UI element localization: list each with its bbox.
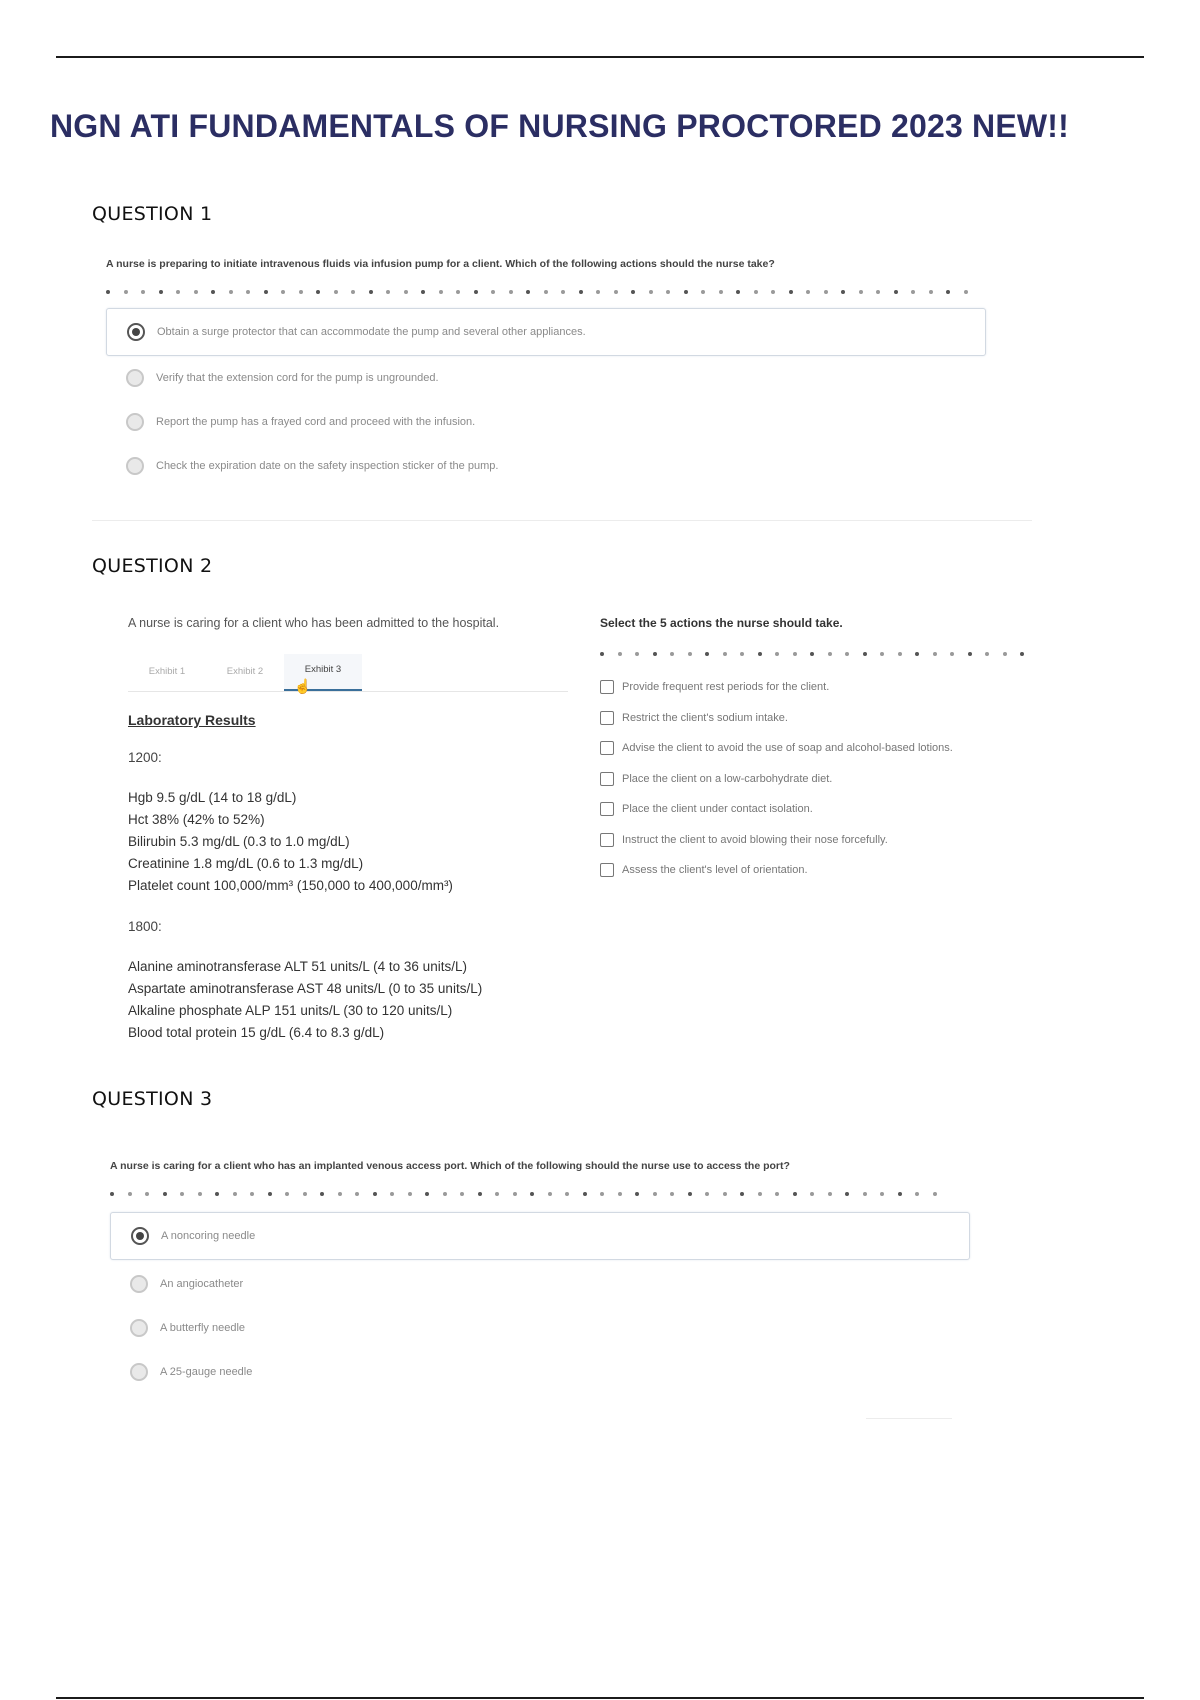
progress-dot xyxy=(740,652,744,656)
option-label: Report the pump has a frayed cord and proceed with the infusion. xyxy=(156,416,476,428)
radio-unselected[interactable] xyxy=(126,457,144,475)
progress-dots xyxy=(110,1190,970,1198)
progress-dot xyxy=(828,652,832,656)
progress-dot xyxy=(495,1192,499,1196)
progress-dot xyxy=(544,290,548,294)
progress-dot xyxy=(719,290,723,294)
choice-3[interactable] xyxy=(600,733,1080,764)
option-label: An angiocatheter xyxy=(160,1278,244,1290)
checkbox[interactable] xyxy=(600,802,614,816)
progress-dot xyxy=(793,652,797,656)
progress-dot xyxy=(736,290,740,294)
progress-dot xyxy=(863,1192,867,1196)
lab-result: Alanine aminotransferase ALT 51 units/L (4 to 36 units/L) xyxy=(128,959,467,974)
tab-exhibit-3[interactable] xyxy=(284,654,362,694)
question-2-heading: QUESTION 2 xyxy=(92,555,213,577)
progress-dot xyxy=(565,1192,569,1196)
progress-dot xyxy=(828,1192,832,1196)
progress-dot xyxy=(579,290,583,294)
choice-label: Place the client under contact isolation. xyxy=(622,803,813,816)
progress-dot xyxy=(176,290,180,294)
radio-unselected[interactable] xyxy=(130,1319,148,1337)
progress-dot xyxy=(474,290,478,294)
pointer-cursor-icon: ☝ xyxy=(294,678,312,694)
progress-dot xyxy=(439,290,443,294)
exhibit-tabs xyxy=(128,650,568,692)
progress-dot xyxy=(723,1192,727,1196)
progress-dot xyxy=(299,290,303,294)
progress-dot xyxy=(740,1192,744,1196)
question-3-heading: QUESTION 3 xyxy=(92,1088,213,1110)
choice-4[interactable] xyxy=(600,764,1080,795)
tab-exhibit-1[interactable]: Exhibit 1 xyxy=(148,666,186,677)
progress-dot xyxy=(810,652,814,656)
progress-dot xyxy=(810,1192,814,1196)
progress-dot xyxy=(369,290,373,294)
progress-dot xyxy=(666,290,670,294)
progress-dot xyxy=(404,290,408,294)
progress-dot xyxy=(561,290,565,294)
progress-dot xyxy=(600,1192,604,1196)
lab-result: Hct 38% (42% to 52%) xyxy=(128,812,265,827)
progress-dot xyxy=(285,1192,289,1196)
progress-dot xyxy=(789,290,793,294)
progress-dot xyxy=(106,290,110,294)
progress-dot xyxy=(653,652,657,656)
checkbox[interactable] xyxy=(600,833,614,847)
option-1[interactable] xyxy=(110,1212,970,1260)
progress-dot xyxy=(614,290,618,294)
progress-dot xyxy=(705,652,709,656)
progress-dot xyxy=(863,652,867,656)
choice-label: Place the client on a low-carbohydrate diet. xyxy=(622,772,833,785)
radio-unselected[interactable] xyxy=(130,1275,148,1293)
progress-dot xyxy=(180,1192,184,1196)
choice-label: Assess the client's level of orientation. xyxy=(622,864,808,877)
progress-dot xyxy=(845,652,849,656)
progress-dot xyxy=(351,290,355,294)
progress-dot xyxy=(250,1192,254,1196)
progress-dot xyxy=(509,290,513,294)
progress-dot xyxy=(635,1192,639,1196)
progress-dot xyxy=(478,1192,482,1196)
progress-dot xyxy=(128,1192,132,1196)
checkbox[interactable] xyxy=(600,680,614,694)
progress-dot xyxy=(338,1192,342,1196)
progress-dot xyxy=(859,290,863,294)
choice-label: Advise the client to avoid the use of soap and alcohol-based lotions. xyxy=(622,742,953,755)
option-2[interactable] xyxy=(110,1264,970,1304)
progress-dot xyxy=(355,1192,359,1196)
question-2-case-panel xyxy=(128,616,588,1044)
lab-result: Bilirubin 5.3 mg/dL (0.3 to 1.0 mg/dL) xyxy=(128,834,350,849)
progress-dot xyxy=(583,1192,587,1196)
progress-dot xyxy=(968,652,972,656)
choice-label: Instruct the client to avoid blowing their nose forcefully. xyxy=(622,833,888,846)
document-title: NGN ATI FUNDAMENTALS OF NURSING PROCTORED 2023 NEW!! xyxy=(50,108,1070,144)
progress-dot xyxy=(281,290,285,294)
progress-dot xyxy=(946,290,950,294)
option-label: Obtain a surge protector that can accommodate the pump and several other appliances. xyxy=(157,326,586,338)
option-label: A butterfly needle xyxy=(160,1322,246,1334)
progress-dot xyxy=(723,652,727,656)
progress-dot xyxy=(316,290,320,294)
progress-dot xyxy=(631,290,635,294)
option-4[interactable] xyxy=(106,446,986,486)
progress-dot xyxy=(334,290,338,294)
choice-5[interactable] xyxy=(600,794,1080,825)
progress-dot xyxy=(596,290,600,294)
lab-result: Hgb 9.5 g/dL (14 to 18 g/dL) xyxy=(128,790,297,805)
progress-dot xyxy=(194,290,198,294)
progress-dot xyxy=(670,1192,674,1196)
progress-dot xyxy=(548,1192,552,1196)
checkbox[interactable] xyxy=(600,711,614,725)
progress-dot xyxy=(701,290,705,294)
progress-dot xyxy=(775,1192,779,1196)
progress-dot xyxy=(425,1192,429,1196)
question-2-answer-panel xyxy=(600,616,1080,886)
progress-dot xyxy=(876,290,880,294)
progress-dot xyxy=(705,1192,709,1196)
progress-dot xyxy=(386,290,390,294)
progress-dot xyxy=(911,290,915,294)
option-label: A 25-gauge needle xyxy=(160,1366,253,1378)
lab-results-list-1 xyxy=(128,787,588,897)
tab-label: Exhibit 3 xyxy=(304,664,342,675)
progress-dot xyxy=(758,652,762,656)
choice-label: Provide frequent rest periods for the client. xyxy=(622,681,830,694)
lab-time-1: 1200: xyxy=(128,750,162,765)
panel-divider xyxy=(866,1418,952,1419)
progress-dot xyxy=(443,1192,447,1196)
checkbox[interactable] xyxy=(600,772,614,786)
lab-time-2: 1800: xyxy=(128,919,162,934)
progress-dot xyxy=(915,652,919,656)
progress-dot xyxy=(141,290,145,294)
question-3-stem: A nurse is caring for a client who has an implanted venous access port. Which of the following should the nurse use to access the port? xyxy=(110,1160,790,1172)
progress-dot xyxy=(880,652,884,656)
select-prompt: Select the 5 actions the nurse should take. xyxy=(600,616,843,630)
option-3[interactable] xyxy=(110,1308,970,1348)
tab-exhibit-2[interactable]: Exhibit 2 xyxy=(226,666,264,677)
progress-dot xyxy=(198,1192,202,1196)
progress-dot xyxy=(754,290,758,294)
progress-dot xyxy=(898,1192,902,1196)
progress-dot xyxy=(775,652,779,656)
progress-dot xyxy=(145,1192,149,1196)
progress-dot xyxy=(421,290,425,294)
choice-2[interactable] xyxy=(600,703,1080,734)
radio-unselected[interactable] xyxy=(126,413,144,431)
choice-label: Restrict the client's sodium intake. xyxy=(622,711,788,724)
option-4[interactable] xyxy=(110,1352,970,1392)
progress-dot xyxy=(491,290,495,294)
progress-dot xyxy=(264,290,268,294)
progress-dot xyxy=(229,290,233,294)
radio-unselected[interactable] xyxy=(126,369,144,387)
progress-dot xyxy=(110,1192,114,1196)
progress-dot xyxy=(513,1192,517,1196)
progress-dot xyxy=(841,290,845,294)
question-2-intro: A nurse is caring for a client who has been admitted to the hospital. xyxy=(128,616,500,630)
progress-dot xyxy=(670,652,674,656)
lab-result: Creatinine 1.8 mg/dL (0.6 to 1.3 mg/dL) xyxy=(128,856,364,871)
question-1-stem: A nurse is preparing to initiate intravenous fluids via infusion pump for a client. Which of the following actions should the nurse take? xyxy=(106,258,775,270)
progress-dot xyxy=(688,1192,692,1196)
progress-dot xyxy=(771,290,775,294)
panel-divider xyxy=(92,520,1032,521)
option-3[interactable] xyxy=(106,402,986,442)
progress-dot xyxy=(320,1192,324,1196)
progress-dot xyxy=(806,290,810,294)
progress-dot xyxy=(530,1192,534,1196)
progress-dot xyxy=(793,1192,797,1196)
progress-dot xyxy=(985,652,989,656)
progress-dot xyxy=(880,1192,884,1196)
progress-dot xyxy=(1003,652,1007,656)
bottom-rule xyxy=(56,1697,1144,1699)
progress-dot xyxy=(246,290,250,294)
progress-dot xyxy=(824,290,828,294)
progress-dots xyxy=(106,288,986,296)
progress-dot xyxy=(915,1192,919,1196)
option-1[interactable] xyxy=(106,308,986,356)
progress-dot xyxy=(600,652,604,656)
option-label: A noncoring needle xyxy=(161,1230,256,1242)
progress-dot xyxy=(211,290,215,294)
lab-result: Platelet count 100,000/mm³ (150,000 to 400,000/mm³) xyxy=(128,878,453,893)
checkbox[interactable] xyxy=(600,741,614,755)
progress-dot xyxy=(456,290,460,294)
progress-dot xyxy=(1020,652,1024,656)
option-label: Check the expiration date on the safety inspection sticker of the pump. xyxy=(156,460,499,472)
radio-selected[interactable] xyxy=(127,323,145,341)
progress-dot xyxy=(898,652,902,656)
progress-dot xyxy=(390,1192,394,1196)
lab-result: Blood total protein 15 g/dL (6.4 to 8.3 g/dL) xyxy=(128,1025,385,1040)
option-2[interactable] xyxy=(106,358,986,398)
choice-7[interactable] xyxy=(600,855,1080,886)
question-1-heading: QUESTION 1 xyxy=(92,203,213,225)
question-3-panel xyxy=(110,1160,970,1392)
lab-results-list-2 xyxy=(128,956,588,1044)
progress-dot xyxy=(373,1192,377,1196)
choice-1[interactable] xyxy=(600,672,1080,703)
progress-dot xyxy=(233,1192,237,1196)
question-1-panel xyxy=(106,258,986,486)
progress-dot xyxy=(635,652,639,656)
progress-dot xyxy=(460,1192,464,1196)
lab-result: Aspartate aminotransferase AST 48 units/L (0 to 35 units/L) xyxy=(128,981,483,996)
progress-dot xyxy=(124,290,128,294)
checkbox[interactable] xyxy=(600,863,614,877)
progress-dot xyxy=(408,1192,412,1196)
progress-dot xyxy=(758,1192,762,1196)
progress-dot xyxy=(933,652,937,656)
progress-dot xyxy=(618,652,622,656)
top-rule xyxy=(56,56,1144,58)
radio-unselected[interactable] xyxy=(130,1363,148,1381)
lab-results-heading: Laboratory Results xyxy=(128,712,256,728)
progress-dots xyxy=(600,650,1080,658)
progress-dot xyxy=(618,1192,622,1196)
progress-dot xyxy=(933,1192,937,1196)
progress-dot xyxy=(894,290,898,294)
radio-selected[interactable] xyxy=(131,1227,149,1245)
choice-6[interactable] xyxy=(600,825,1080,856)
lab-result: Alkaline phosphate ALP 151 units/L (30 to 120 units/L) xyxy=(128,1003,453,1018)
progress-dot xyxy=(303,1192,307,1196)
progress-dot xyxy=(526,290,530,294)
progress-dot xyxy=(163,1192,167,1196)
progress-dot xyxy=(159,290,163,294)
option-label: Verify that the extension cord for the pump is ungrounded. xyxy=(156,372,439,384)
progress-dot xyxy=(950,652,954,656)
progress-dot xyxy=(653,1192,657,1196)
progress-dot xyxy=(684,290,688,294)
progress-dot xyxy=(215,1192,219,1196)
progress-dot xyxy=(929,290,933,294)
progress-dot xyxy=(845,1192,849,1196)
progress-dot xyxy=(268,1192,272,1196)
progress-dot xyxy=(688,652,692,656)
progress-dot xyxy=(964,290,968,294)
progress-dot xyxy=(649,290,653,294)
